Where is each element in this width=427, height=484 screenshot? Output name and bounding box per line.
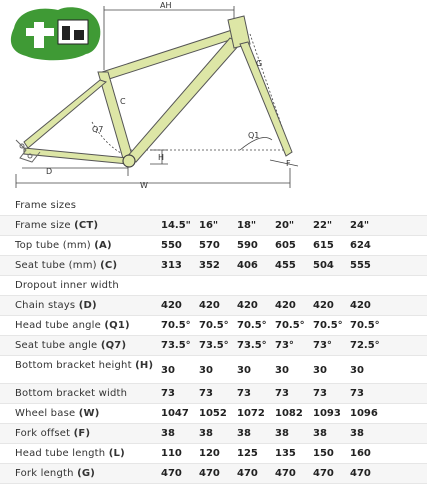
table-cell: 504	[313, 260, 334, 271]
row-label	[15, 220, 155, 232]
table-cell: 73.5°	[161, 340, 191, 351]
label-f: F	[286, 159, 291, 168]
table-cell: 38	[199, 428, 213, 439]
table-cell: 135	[275, 448, 296, 459]
row-code: (CT)	[74, 220, 99, 231]
table-cell: 70.5°	[237, 320, 267, 331]
table-cell: 120	[199, 448, 220, 459]
table-cell: 70.5°	[350, 320, 380, 331]
table-rows	[0, 216, 427, 484]
row-label-text: Top tube (mm)	[15, 240, 91, 251]
bottom-bracket	[123, 155, 135, 167]
table-cell: 110	[161, 448, 182, 459]
table-cell: 125	[237, 448, 258, 459]
table-cell: 470	[350, 468, 371, 479]
label-w: W	[140, 181, 148, 190]
table-cell: 70.5°	[313, 320, 343, 331]
brand-logo-icon	[11, 7, 100, 60]
label-q1: Q1	[248, 131, 260, 140]
table-row	[0, 424, 427, 444]
table-cell: 20"	[275, 220, 295, 231]
row-code: (H)	[135, 360, 154, 371]
table-cell: 455	[275, 260, 296, 271]
table-cell: 150	[313, 448, 334, 459]
table-cell: 73	[275, 388, 289, 399]
row-code: (C)	[100, 260, 118, 271]
row-code: (Q7)	[100, 340, 127, 351]
table-cell: 38	[275, 428, 289, 439]
table-cell: 420	[237, 300, 258, 311]
row-label-text: Fork offset	[15, 428, 71, 439]
section-title-row	[0, 196, 427, 216]
table-cell: 1082	[275, 408, 303, 419]
label-c: C	[120, 97, 126, 106]
row-label-text: Seat tube (mm)	[15, 260, 97, 271]
table-cell: 160	[350, 448, 371, 459]
section-title: Frame sizes	[15, 200, 77, 211]
table-cell: 24"	[350, 220, 370, 231]
table-row	[0, 336, 427, 356]
table-cell: 38	[350, 428, 364, 439]
row-label	[15, 240, 155, 252]
table-cell: 313	[161, 260, 182, 271]
table-cell: 30	[350, 365, 364, 376]
row-label-text: Seat tube angle	[15, 340, 98, 351]
table-cell: 550	[161, 240, 182, 251]
row-label	[15, 448, 155, 460]
label-ah: AH	[160, 1, 172, 10]
table-cell: 1072	[237, 408, 265, 419]
row-label-text: Bottom bracket width	[15, 388, 128, 399]
table-cell: 30	[313, 365, 327, 376]
table-row	[0, 356, 427, 384]
table-cell: 73°	[275, 340, 294, 351]
row-label	[15, 360, 155, 372]
row-label	[15, 320, 155, 332]
row-label-text: Chain stays	[15, 300, 76, 311]
row-label	[15, 428, 155, 440]
table-row	[0, 276, 427, 296]
table-cell: 624	[350, 240, 371, 251]
table-cell: 615	[313, 240, 334, 251]
table-row	[0, 444, 427, 464]
table-cell: 73.5°	[199, 340, 229, 351]
table-row	[0, 216, 427, 236]
table-cell: 470	[237, 468, 258, 479]
row-label	[15, 468, 155, 480]
table-row	[0, 236, 427, 256]
table-row	[0, 404, 427, 424]
table-cell: 30	[199, 365, 213, 376]
row-label-text: Frame size	[15, 220, 71, 231]
table-cell: 1047	[161, 408, 189, 419]
table-cell: 570	[199, 240, 220, 251]
table-cell: 605	[275, 240, 296, 251]
table-cell: 470	[161, 468, 182, 479]
label-d: D	[46, 167, 53, 176]
table-row	[0, 296, 427, 316]
table-cell: 73°	[313, 340, 332, 351]
row-label-text: Dropout inner width	[15, 280, 119, 291]
table-row	[0, 256, 427, 276]
table-cell: 470	[199, 468, 220, 479]
table-cell: 73	[161, 388, 175, 399]
table-cell: 1052	[199, 408, 227, 419]
table-cell: 420	[161, 300, 182, 311]
table-cell: 70.5°	[199, 320, 229, 331]
row-label	[15, 300, 155, 312]
table-cell: 73	[199, 388, 213, 399]
table-cell: 38	[313, 428, 327, 439]
row-code: (G)	[77, 468, 96, 479]
row-label	[15, 388, 155, 400]
label-g: G	[256, 59, 263, 68]
table-cell: 70.5°	[275, 320, 305, 331]
table-cell: 38	[237, 428, 251, 439]
row-label-text: Wheel base	[15, 408, 76, 419]
table-cell: 590	[237, 240, 258, 251]
table-cell: 30	[237, 365, 251, 376]
row-code: (Q1)	[104, 320, 130, 331]
table-cell: 420	[313, 300, 334, 311]
frame-geometry-table	[0, 196, 427, 484]
row-code: (F)	[73, 428, 91, 439]
table-cell: 18"	[237, 220, 257, 231]
table-cell: 406	[237, 260, 258, 271]
table-cell: 73	[313, 388, 327, 399]
row-label	[15, 408, 155, 420]
row-label	[15, 260, 155, 272]
table-cell: 73	[350, 388, 364, 399]
table-row	[0, 316, 427, 336]
table-cell: 73	[237, 388, 251, 399]
row-label	[15, 280, 155, 292]
table-cell: 420	[275, 300, 296, 311]
label-h: H	[158, 153, 165, 162]
table-cell: 420	[199, 300, 220, 311]
table-cell: 14.5"	[161, 220, 191, 231]
table-cell: 1096	[350, 408, 378, 419]
row-label	[15, 340, 155, 352]
row-label-text: Head tube angle	[15, 320, 102, 331]
table-cell: 30	[161, 365, 175, 376]
table-cell: 72.5°	[350, 340, 380, 351]
table-cell: 352	[199, 260, 220, 271]
row-label-text: Head tube length	[15, 448, 106, 459]
row-label-text: Bottom bracket height	[15, 360, 132, 371]
table-cell: 73.5°	[237, 340, 267, 351]
row-code: (L)	[108, 448, 125, 459]
row-code: (A)	[94, 240, 112, 251]
frame-geometry-diagram	[0, 0, 427, 196]
table-cell: 470	[313, 468, 334, 479]
table-cell: 22"	[313, 220, 333, 231]
row-code: (W)	[78, 408, 100, 419]
table-cell: 1093	[313, 408, 341, 419]
table-row	[0, 384, 427, 404]
table-cell: 555	[350, 260, 371, 271]
table-cell: 470	[275, 468, 296, 479]
label-q7: Q7	[92, 125, 104, 134]
table-cell: 30	[275, 365, 289, 376]
table-row	[0, 464, 427, 484]
row-label-text: Fork length	[15, 468, 74, 479]
table-cell: 420	[350, 300, 371, 311]
row-code: (D)	[78, 300, 97, 311]
table-cell: 70.5°	[161, 320, 191, 331]
table-cell: 16"	[199, 220, 219, 231]
table-cell: 38	[161, 428, 175, 439]
